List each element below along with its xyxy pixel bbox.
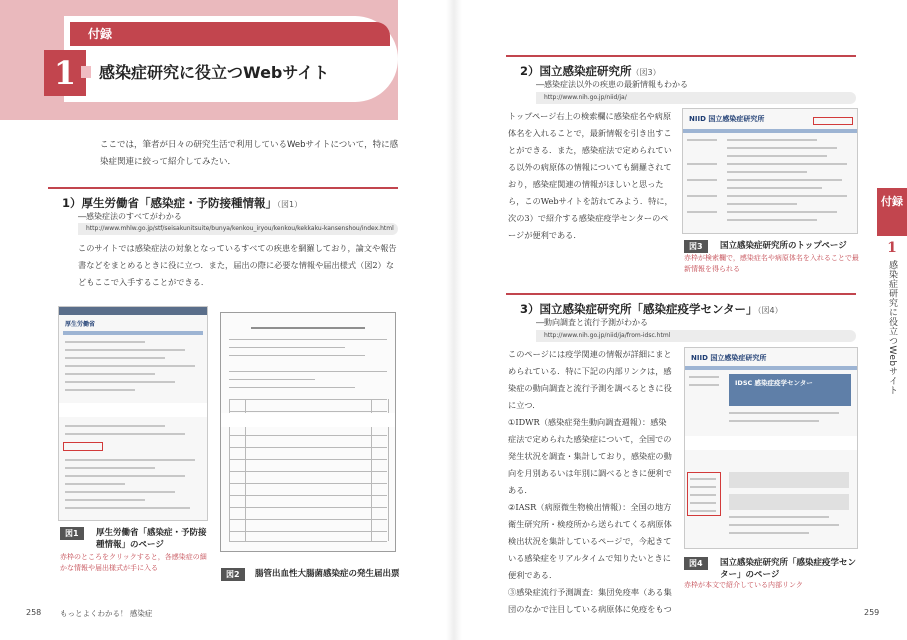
section1-subtitle: ―感染症法のすべてがわかる — [78, 212, 182, 221]
mhlw-logo: 厚生労働省 — [65, 321, 96, 328]
section3-item-iasr: ②IASR（病原微生物検出情報）：全国の地方衛生研究所・検疫所から送られてくる病原体検出状況を集計しているページで，今起きている感染症をリアルタイムで知りたいときに便利である． — [508, 502, 672, 580]
title-marker — [81, 66, 91, 78]
section2-heading — [506, 55, 856, 95]
fig2-title: 腸管出血性大腸菌感染症の発生届出票 — [255, 569, 400, 579]
appendix-label: 付録 — [88, 27, 113, 41]
right-page-number: 259 — [864, 608, 880, 617]
section1-url[interactable]: http://www.mhlw.go.jp/stf/seisakunitsuite/bunya/kenkou_iryou/kenkou/kekkaku-kansenshou/index.html — [78, 223, 398, 235]
fig3-title: 国立感染症研究所のトップページ — [720, 241, 847, 251]
section3-body — [508, 346, 674, 618]
fig1-note: 赤枠のところをクリックすると，各感染症の細かな情報や届出様式が手に入る — [60, 553, 207, 572]
section2-body: トップページ右上の検索欄に感染症名や病原体名を入れることで，最新情報を引き出すことができる．また，感染症法で定められている以外の病原体の情報についても網羅されており，感染症関連の情報がほしいと思ったら，このWebサイトを訪れてみよう．特に，次の3）で紹介する感染症疫学センターのページが便利である． — [508, 111, 673, 240]
fig4-screenshot — [684, 347, 858, 549]
section1-heading — [48, 187, 398, 227]
side-appendix-tab[interactable]: 付録 — [877, 188, 907, 236]
fig1-title: 厚生労働省「感染症・予防接種情報」のページ — [96, 528, 207, 550]
chapter-number: 1 — [44, 50, 86, 96]
left-page-number: 258 — [26, 608, 42, 617]
fig4-note: 赤枠が本文で紹介している内部リンク — [684, 581, 803, 589]
fig2-label: 図2 — [221, 568, 245, 581]
fig2-form-document — [220, 312, 396, 552]
niid-logo-fig4: NIID 国立感染症研究所 — [691, 354, 767, 362]
section3-url[interactable]: http://www.nih.go.jp/niid/ja/from-idsc.html — [536, 330, 856, 342]
section1-body: このサイトでは感染症法の対象となっているすべての疾患を網羅しており，論文や報告書などをまとめるときに役に立つ．また，届出の際に必要な情報や届出様式（図2）などもここで入手することができる． — [78, 243, 397, 287]
side-chapter-number: 1 — [887, 240, 897, 256]
fig1-label: 図1 — [60, 527, 84, 540]
book-gutter — [446, 0, 462, 640]
fig4-label: 図4 — [684, 557, 708, 570]
idsc-banner: IDSC 感染症疫学センター — [729, 374, 851, 406]
fig3-note: 赤枠が検索欄で，感染症名や病原体名を入れることで最新情報を得られる — [684, 254, 859, 273]
section3-subtitle: ―動向調査と流行予測がわかる — [536, 318, 648, 327]
section3-heading — [506, 293, 856, 333]
chapter-banner-tab — [70, 22, 390, 46]
section3-title: 3）国立感染症研究所「感染症疫学センター」（図4） — [520, 302, 783, 316]
side-chapter-title: 感染症研究に役立つWebサイト — [887, 260, 897, 396]
section2-title: 2）国立感染症研究所（図3） — [520, 64, 661, 78]
fig1-screenshot — [58, 306, 208, 521]
chapter-title: 感染症研究に役立つWebサイト — [99, 63, 330, 82]
section3-item-forecast: ③感染症流行予測調査：集団免疫率（ある集団のなかで注目している病原体に免疫をもつ — [508, 587, 672, 614]
section2-url[interactable]: http://www.nih.go.jp/niid/ja/ — [536, 92, 856, 104]
section2-subtitle: ―感染症法以外の疾患の最新情報もわかる — [536, 80, 688, 89]
fig4-title: 国立感染症研究所「感染症疫学センター」のページ — [720, 558, 857, 580]
fig3-screenshot — [682, 108, 858, 234]
fig3-search-highlight — [813, 117, 853, 125]
section3-item-idwr: ①IDWR（感染症発生動向調査週報）：感染症法で定められた感染症について，全国での発生状況を調査・集計しており，感染症の動向を月別あるいは年別に調べるときに便利である． — [508, 417, 672, 495]
niid-logo: NIID 国立感染症研究所 — [689, 115, 765, 123]
section3-intro: このページには疫学関連の情報が詳細にまとめられている．特に下記の内部リンクは，感染症の動向調査と流行予測を調べるときに役に立つ． — [508, 349, 672, 410]
intro-paragraph: ここでは，筆者が日々の研究生活で利用しているWebサイトについて，特に感染症関連に絞って紹介してみたい． — [100, 140, 399, 167]
section1-title: 1）厚生労働省「感染症・予防接種情報」（図1） — [62, 196, 303, 210]
fig1-highlight-box — [63, 442, 103, 451]
fig3-label: 図3 — [684, 240, 708, 253]
footer-title: もっとよくわかる！ 感染症 — [60, 609, 153, 618]
